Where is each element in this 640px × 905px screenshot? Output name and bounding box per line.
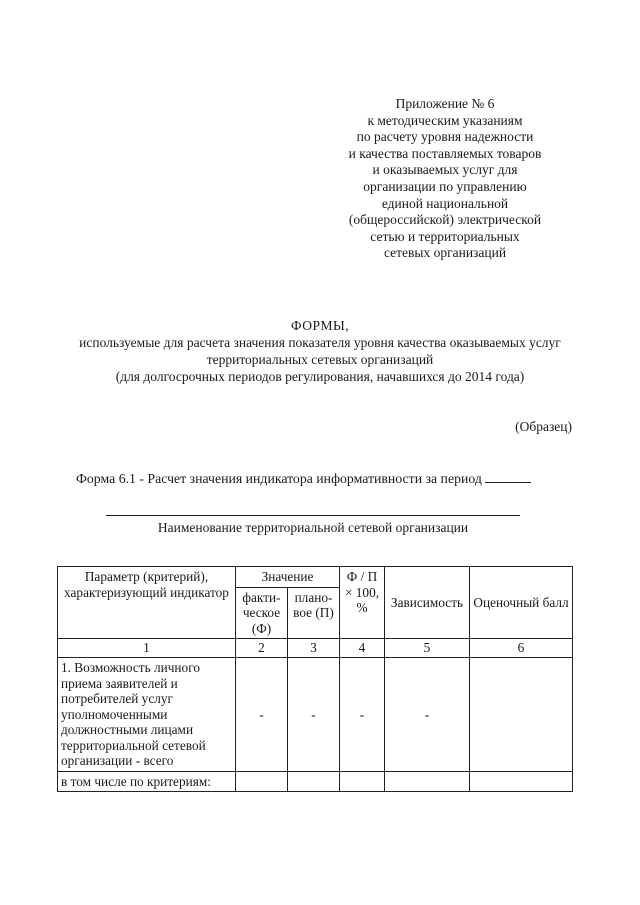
appendix-header [330,96,560,262]
appendix-line: единой национальной [381,195,509,211]
row-score [470,771,573,792]
header-dependency: Зависимость [385,567,470,639]
sample-label: (Образец) [515,419,572,434]
period-blank [485,469,531,483]
row-ratio [340,771,385,792]
header-score: Оценочный балл [470,567,573,639]
title-forms: ФОРМЫ, [290,318,350,333]
header-ratio: Ф / П × 100, % [340,567,385,639]
document-title [40,317,600,385]
row-param: в том числе по критериям: [58,771,236,792]
column-number: 4 [340,639,385,658]
column-number: 5 [385,639,470,658]
column-number: 1 [58,639,236,658]
appendix-line: к методическим указаниям [367,112,523,128]
title-line-1: используемые для расчета значения показателя уровня качества оказываемых услуг [79,335,561,350]
header-value: Значение [236,567,340,588]
column-numbers-row [58,639,573,658]
header-plan: плано-вое (П) [288,587,340,639]
column-number: 6 [470,639,573,658]
table-row [58,771,573,792]
org-name-line [106,515,520,516]
row-fact [236,771,288,792]
indicator-table [57,566,573,792]
appendix-line: и оказываемых услуг для [372,162,518,178]
appendix-line: Приложение № 6 [395,96,495,111]
column-number: 3 [288,639,340,658]
row-dependency: - [385,658,470,772]
org-name-caption: Наименование территориальной сетевой организации [157,520,469,535]
row-plan: - [288,658,340,772]
row-ratio: - [340,658,385,772]
row-fact: - [236,658,288,772]
title-line-2: территориальных сетевых организаций [206,352,434,367]
appendix-line: сетевых организаций [383,245,507,261]
appendix-line: сетью и территориальных [370,228,520,244]
appendix-line: организации по управлению [363,178,527,194]
row-plan [288,771,340,792]
row-score [470,658,573,772]
form-title [76,469,531,487]
header-fact: факти-ческое (Ф) [236,587,288,639]
header-row [58,567,573,588]
row-dependency [385,771,470,792]
title-line-3: (для долгосрочных периодов регулирования, начавшихся до 2014 года) [115,369,525,384]
appendix-line: по расчету уровня надежности [356,129,534,145]
row-param: 1. Возможность личного приема заявителей и потребителей услуг уполномоченными должностными лицами территориальной сетевой организации - всего [58,658,236,772]
column-number: 2 [236,639,288,658]
form-title-text: Форма 6.1 - Расчет значения индикатора информативности за период [76,471,482,486]
appendix-line: и качества поставляемых товаров [348,145,542,161]
appendix-line: (общероссийской) электрической [348,212,542,228]
table-row [58,658,573,772]
header-param: Параметр (критерий), характеризующий индикатор [58,567,236,639]
